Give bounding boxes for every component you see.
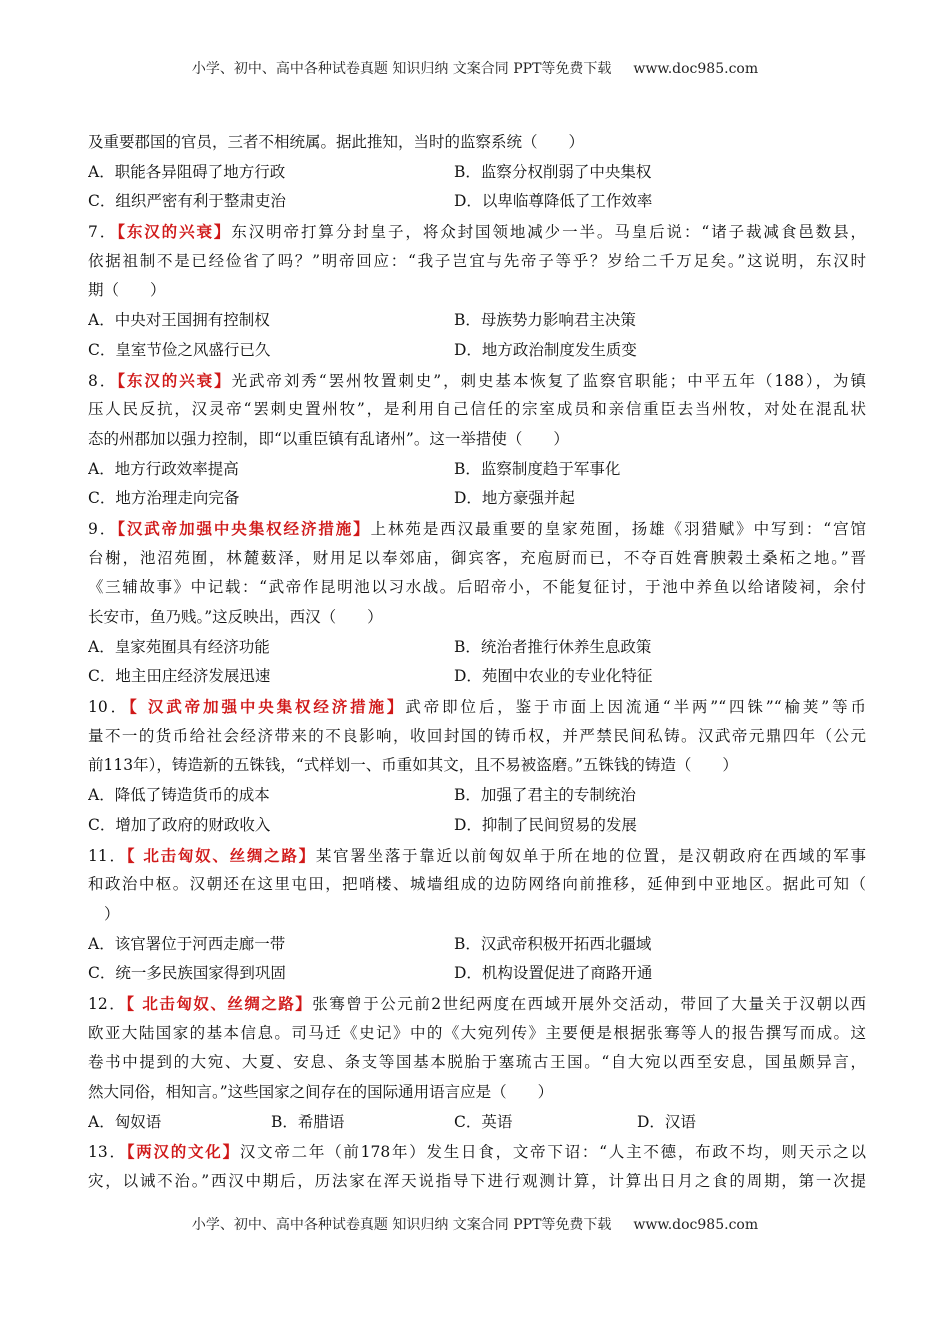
q6-option-d: D．以卑临尊降低了工作效率 [454, 192, 653, 211]
q9-options-row2 [88, 662, 866, 692]
q11-number: 11． [88, 846, 127, 865]
q12-number: 12． [88, 994, 127, 1013]
q8-stem-line3: 态的州郡加以强力控制，即“以重臣镇有乱诸州”。这一举措使（ ） [88, 429, 569, 448]
q7-options-row2 [88, 336, 866, 366]
footer-text: 小学、初中、高中各种试卷真题 知识归纳 文案合同 PPT等免费下载 [191, 1217, 612, 1233]
page-footer [0, 1214, 950, 1234]
q12-stem-line3: 卷书中提到的大宛、大夏、安息、条支等国基本脱胎于塞琉古王国。“自大宛以西至安息，国虽颇异言， [88, 1053, 866, 1072]
q13-stem-line1 [88, 1137, 866, 1167]
q12-text: 张骞曾于公元前2世纪两度在西域开展外交活动，带回了大量关于汉朝以西 [312, 994, 866, 1013]
q10-option-d: D．抑制了民间贸易的发展 [454, 815, 637, 834]
q11-stem-line1 [88, 841, 866, 871]
q12-option-d: D．汉语 [637, 1112, 696, 1131]
q8-number: 8． [88, 371, 118, 390]
q9-option-c: C．地主田庄经济发展迅速 [88, 667, 271, 686]
q9-topic-tag: 【汉武帝加强中央集权经济措施】 [117, 518, 371, 538]
q12-options-row [88, 1108, 866, 1138]
q10-stem-line1 [88, 692, 866, 722]
q11-stem-line2: 和政治中枢。汉朝还在这里屯田，把哨楼、城墙组成的边防网络向前推移，延伸到中亚地区。据此可知（ [88, 875, 866, 894]
q12-stem-line2: 欧亚大陆国家的基本信息。司马迁《史记》中的《大宛列传》主要便是根据张骞等人的报告撰写而成。这 [88, 1023, 866, 1042]
q11-answer-paren: ） [104, 904, 120, 923]
q11-option-a: A．该官署位于河西走廊一带 [88, 934, 286, 953]
page-header [0, 58, 950, 78]
q6-options-row2 [88, 187, 866, 217]
q11-option-d: D．机构设置促进了商路开通 [454, 964, 653, 983]
q7-option-c: C．皇室节俭之风盛行已久 [88, 340, 271, 359]
q11-stem-line3 [88, 900, 866, 930]
q10-stem-line2: 量不一的货币给社会经济带来的不良影响，收回封国的铸币权，并严禁民间私铸。汉武帝元鼎四年（公元 [88, 726, 866, 745]
header-url[interactable]: www.doc985.com [633, 61, 759, 77]
q10-number: 10． [88, 698, 129, 717]
q12-stem-line4: 然大同俗，相知言。”这些国家之间存在的国际通用语言应是（ ） [88, 1083, 554, 1101]
q6-option-a: A．职能各异阻碍了地方行政 [88, 162, 286, 181]
header-text: 小学、初中、高中各种试卷真题 知识归纳 文案合同 PPT等免费下载 [191, 61, 612, 77]
q7-option-a: A．中央对王国拥有控制权 [88, 311, 270, 330]
q7-number: 7． [88, 223, 118, 242]
q10-options-row2 [88, 811, 866, 841]
q8-option-d: D．地方豪强并起 [454, 489, 575, 508]
q13-stem-line2: 灾，以诫不治。”西汉中期后，历法家在浑天说指导下进行观测计算，计算出日月之食的周期，第一次提 [88, 1172, 866, 1191]
q6-option-c: C．组织严密有利于整肃吏治 [88, 192, 286, 211]
q13-text: 汉文帝二年（前178年）发生日食，文帝下诏：“人主不德，布政不均，则天示之以 [239, 1143, 866, 1162]
q7-option-b: B．母族势力影响君主决策 [454, 311, 636, 330]
q12-option-c: C．英语 [454, 1112, 513, 1131]
q8-options-row2 [88, 484, 866, 514]
q9-stem-line4: 长安市，鱼乃贱。”这反映出，西汉（ ） [88, 608, 383, 626]
question-content [88, 128, 866, 1197]
q10-option-b: B．加强了君主的专制统治 [454, 786, 636, 805]
q8-topic-tag: 【东汉的兴衰】 [117, 370, 232, 390]
q7-option-d: D．地方政治制度发生质变 [454, 340, 637, 359]
footer-url[interactable]: www.doc985.com [633, 1217, 759, 1233]
q8-text: 光武帝刘秀“罢州牧置刺史”，刺史基本恢复了监察官职能；中平五年（188），为镇 [231, 371, 866, 390]
q9-option-a: A．皇家苑囿具有经济功能 [88, 637, 270, 656]
q8-stem-line2: 压人民反抗，汉灵帝“罢刺史置州牧”，是利用自己信任的宗室成员和亲信重臣去当州牧，对处在混乱状 [88, 400, 866, 419]
q8-option-a: A．地方行政效率提高 [88, 459, 239, 478]
q13-topic-tag: 【两汉的文化】 [126, 1142, 240, 1162]
q9-options-row1 [88, 633, 866, 663]
q10-option-a: A．降低了铸造货币的成本 [88, 786, 270, 805]
q11-options-row2 [88, 959, 866, 989]
q9-stem-line3: 《三辅故事》中记载：“武帝作昆明池以习水战。后昭帝小，不能复征讨，于池中养鱼以给诸陵祠，余付 [88, 578, 866, 597]
q7-stem-line2: 依据祖制不是已经俭省了吗？”明帝回应：“我子岂宜与先帝子等乎？岁给二千万足矣。”这说明，东汉时 [88, 251, 866, 270]
q10-topic-tag: 【 汉武帝加强中央集权经济措施】 [129, 697, 406, 717]
q10-stem-line3: 前113年），铸造新的五铢钱，“式样划一、币重如其文，且不易被盗磨。”五铢钱的铸造（ ） [88, 756, 738, 775]
q11-text: 某官署坐落于靠近以前匈奴单于所在地的位置，是汉朝政府在西域的军事 [315, 846, 866, 865]
q9-option-d: D．苑囿中农业的专业化特征 [454, 667, 653, 686]
q6-continuation: 及重要郡国的官员，三者不相统属。据此推知，当时的监察系统（ ） [88, 133, 585, 151]
q8-option-c: C．地方治理走向完备 [88, 489, 240, 508]
q8-option-b: B．监察制度趋于军事化 [454, 459, 621, 478]
q12-topic-tag: 【 北击匈奴、丝绸之路】 [126, 993, 313, 1013]
q7-stem-line1 [88, 217, 866, 247]
q10-text: 武帝即位后，鉴于市面上因流通“半两”“四铢”“榆荚”等币 [405, 698, 866, 717]
q7-topic-tag: 【东汉的兴衰】 [117, 222, 232, 242]
q9-number: 9． [88, 519, 118, 538]
q8-stem-line1 [88, 366, 866, 396]
q12-stem-line1 [88, 989, 866, 1019]
q11-topic-tag: 【 北击匈奴、丝绸之路】 [126, 845, 316, 865]
q8-options-row1 [88, 455, 866, 485]
q12-option-b: B．希腊语 [271, 1112, 345, 1131]
q7-options-row1 [88, 306, 866, 336]
q11-options-row1 [88, 930, 866, 960]
q11-option-b: B．汉武帝积极开拓西北疆域 [454, 934, 652, 953]
q12-option-a: A．匈奴语 [88, 1112, 162, 1131]
q10-options-row1 [88, 781, 866, 811]
q11-option-c: C．统一多民族国家得到巩固 [88, 964, 286, 983]
q6-option-b: B．监察分权削弱了中央集权 [454, 162, 652, 181]
q6-options-row1 [88, 158, 866, 188]
q7-stem-line3: 期（ ） [88, 281, 166, 300]
q9-option-b: B．统治者推行休养生息政策 [454, 637, 652, 656]
q7-text: 东汉明帝打算分封皇子，将众封国领地减少一半。马皇后说：“诸子裁减食邑数县， [231, 223, 866, 242]
q10-option-c: C．增加了政府的财政收入 [88, 815, 271, 834]
q9-stem-line1 [88, 514, 866, 544]
q13-number: 13． [88, 1143, 127, 1162]
q9-text: 上林苑是西汉最重要的皇家苑囿，扬雄《羽猎赋》中写到：“宫馆 [370, 519, 866, 538]
q9-stem-line2: 台榭，池沼苑囿，林麓薮泽，财用足以奉郊庙，御宾客，充庖厨而已，不夺百姓膏腴榖土桑柘之地。”晋 [88, 548, 866, 567]
